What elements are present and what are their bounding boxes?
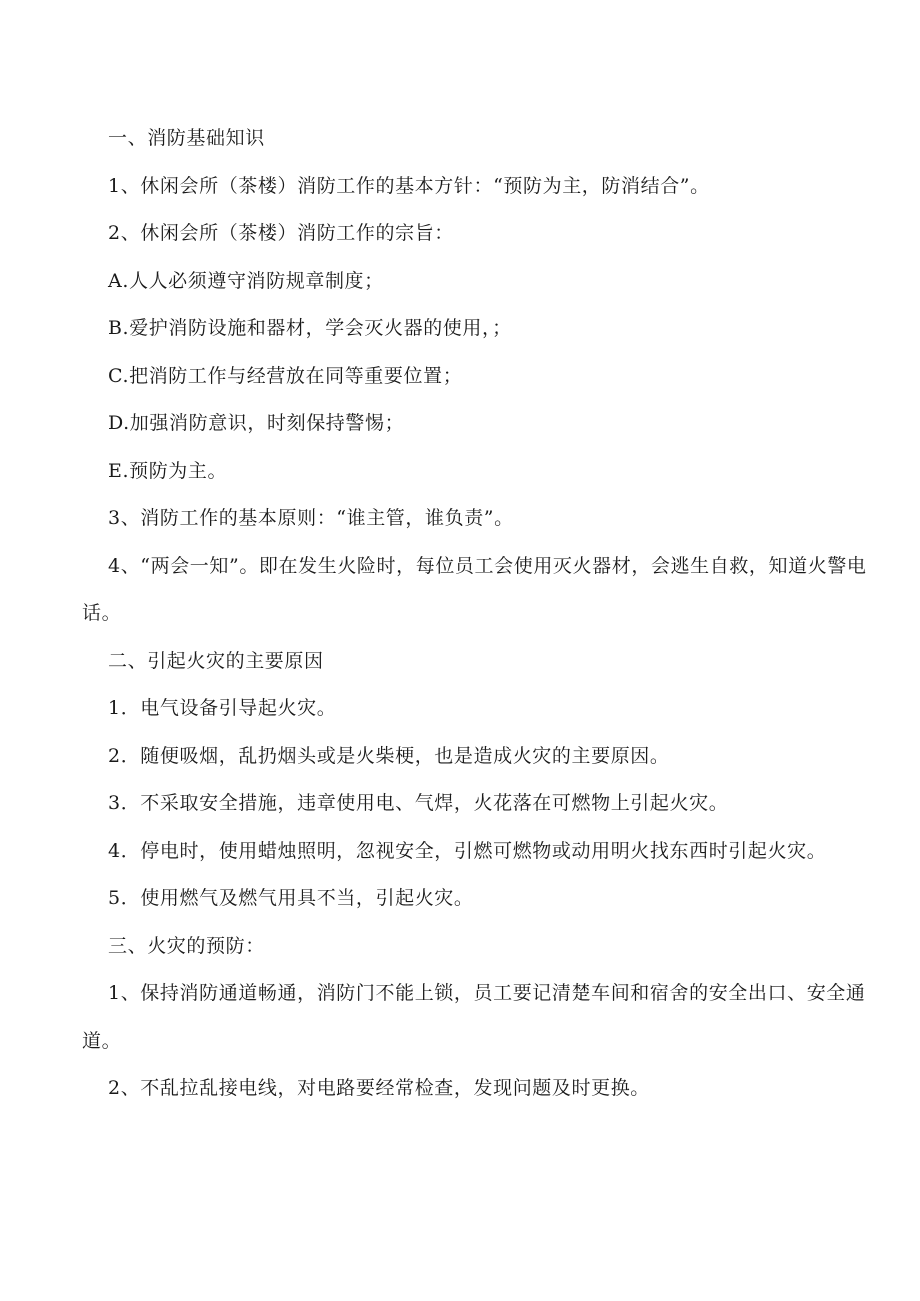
list-item-a: A.人人必须遵守消防规章制度； bbox=[108, 269, 384, 292]
section-heading-fire-prevention: 三、火灾的预防： bbox=[108, 934, 265, 957]
cause-item-2: 2．随便吸烟，乱扔烟头或是火柴梗，也是造成火灾的主要原因。 bbox=[108, 744, 670, 767]
list-item-c: C.把消防工作与经营放在同等重要位置； bbox=[108, 364, 463, 387]
cause-item-5: 5．使用燃气及燃气用具不当，引起火灾。 bbox=[108, 887, 474, 909]
list-item-b: B.爱护消防设施和器材，学会灭火器的使用，； bbox=[108, 317, 512, 339]
section-heading-fire-basics: 一、消防基础知识 bbox=[108, 127, 265, 149]
document-body bbox=[82, 115, 872, 1113]
list-item-e: E.预防为主。 bbox=[108, 459, 228, 482]
paragraph-purpose: 2、休闲会所（茶楼）消防工作的宗旨： bbox=[108, 222, 454, 244]
paragraph-two-skills-one-knowledge: 4、“两会一知”。即在发生火险时，每位员工会使用灭火器材，会逃生自救，知道火警电话。 bbox=[82, 554, 867, 624]
cause-item-4: 4．停电时，使用蜡烛照明，忽视安全，引燃可燃物或动用明火找东西时引起火灾。 bbox=[108, 839, 827, 862]
cause-item-1: 1．电气设备引导起火灾。 bbox=[108, 697, 337, 719]
cause-item-3: 3．不采取安全措施，违章使用电、气焊，火花落在可燃物上引起火灾。 bbox=[108, 792, 729, 814]
prevention-item-2: 2、不乱拉乱接电线，对电路要经常检查，发现问题及时更换。 bbox=[108, 1077, 650, 1099]
paragraph-basic-policy: 1、休闲会所（茶楼）消防工作的基本方针：“预防为主，防消结合”。 bbox=[108, 174, 710, 197]
paragraph-basic-principle: 3、消防工作的基本原则：“谁主管，谁负责”。 bbox=[108, 507, 514, 529]
section-heading-fire-causes: 二、引起火灾的主要原因 bbox=[108, 649, 324, 672]
list-item-d: D.加强消防意识，时刻保持警惕； bbox=[108, 412, 405, 434]
prevention-item-1: 1、保持消防通道畅通，消防门不能上锁，员工要记清楚车间和宿舍的安全出口、安全通道。 bbox=[82, 982, 866, 1052]
